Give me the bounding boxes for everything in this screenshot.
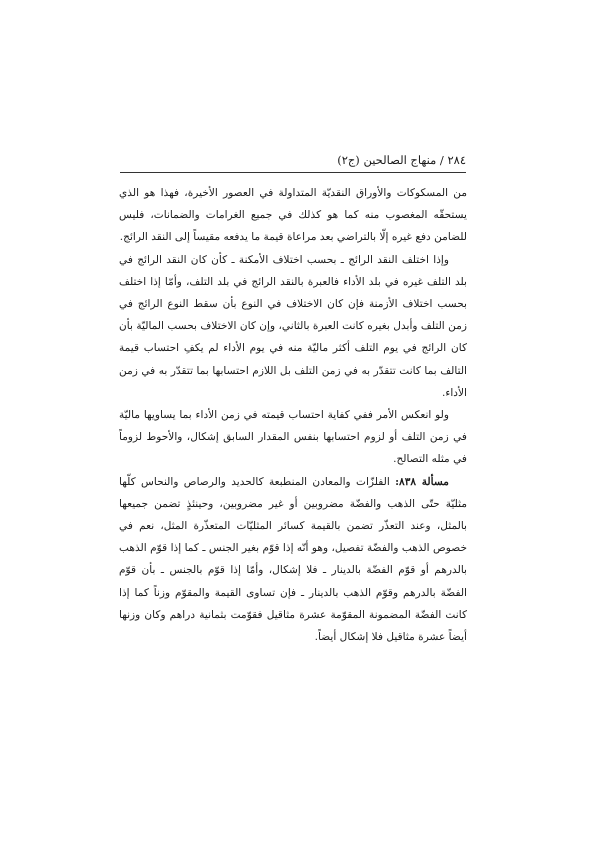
page-header bbox=[120, 151, 466, 171]
paragraph-4 bbox=[119, 471, 467, 649]
paragraph-1: من المسكوكات والأوراق النقديّة المتداولة في العصور الأخيرة، فهذا هو الذي يستحقّه المغصوب منه كما هو كذلك في جميع الغرامات والضمانات، فليس للضامن دفع غيره إلّا بالتراضي بعد مراعاة قيمة ما يدفعه مقيساً إلى النقد الرائج. bbox=[119, 187, 467, 244]
running-title: ٢٨٤ / منهاج الصالحين (ج٢) bbox=[337, 153, 466, 167]
page-body bbox=[119, 182, 467, 648]
header-divider bbox=[120, 172, 466, 173]
issue-text: الفلزّات والمعادن المنطبعة كالحديد والرصاص والنحاس كلّها مثليّة حتّى الذهب والفضّة مضروبين أو غير مضروبين، وحينئذٍ تضمن جميعها بالمثل، وعند التعذّر تضمن بالقيمة كسائر المثليّات المتعذّرة المثل، نعم في خصوص الذهب والفضّة تفصيل، وهو أنّه إذا قوّم بغير الجنس ـ كما إذا قوّم الذهب بالدرهم أو قوّم الفضّة بالدينار ـ فلا إشكال، وأمّا إذا قوّم بالجنس ـ بأن قوّم الفضّة بالدرهم وقوّم الذهب بالدينار ـ فإن تساوى القيمة والمقوّم وزناً كما إذا كانت الفضّة المضمونة المقوّمة عشرة مثاقيل فقوّمت بثمانية دراهم وكان وزنها أيضاً عشرة مثاقيل فلا إشكال أيضاً. bbox=[119, 475, 467, 644]
paragraph-2: وإذا اختلف النقد الرائج ـ بحسب اختلاف الأمكنة ـ كأن كان النقد الرائج في بلد التلف غيره في بلد الأداء فالعبرة بالنقد الرائج في بلد التلف، وأمّا إذا اختلف بحسب اختلاف الأزمنة فإن كان الاختلاف في النوع بأن سقط النوع الرائج في زمن التلف وأبدل بغيره كانت العبرة بالثاني، وإن كان الاختلاف بحسب الماليّة بأن كان الرائج في يوم التلف أكثر ماليّة منه في يوم الأداء لم يكفِ احتساب قيمة التالف بما كانت تتقدّر به في زمن التلف بل اللازم احتسابها بما تتقدّر به في زمن الأداء. bbox=[119, 253, 467, 399]
paragraph-3: ولو انعكس الأمر ففي كفاية احتساب قيمته في زمن الأداء بما يساويها ماليّة في زمن التلف أو لزوم احتسابها بنفس المقدار السابق إشكال، والأحوط لزوماً في مثله التصالح. bbox=[119, 409, 467, 466]
issue-number-heading: مسألة ٨٣٨: bbox=[395, 475, 449, 488]
